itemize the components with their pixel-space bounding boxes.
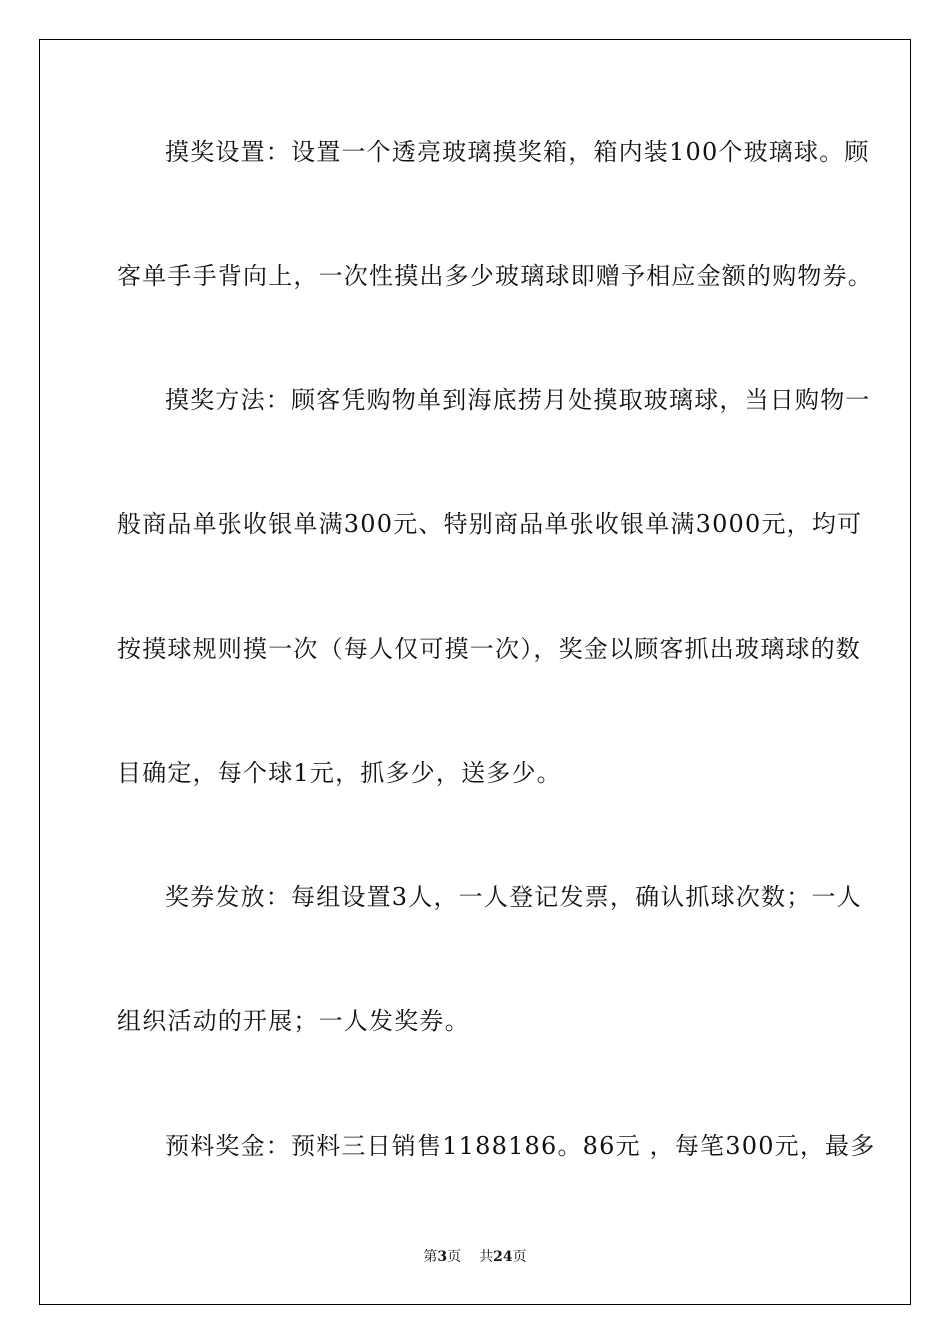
paragraph-line: 般商品单张收银单满300元、特别商品单张收银单满3000元，均可 (117, 510, 863, 538)
total-prefix: 共 (479, 1249, 494, 1265)
paragraph-line: 目确定，每个球1元，抓多少，送多少。 (117, 759, 562, 787)
page-footer (0, 1246, 950, 1266)
paragraph-line: 组织活动的开展；一人发奖券。 (117, 1007, 470, 1035)
paragraph-line: 预料奖金：预料三日销售1188186。86元 ，每笔300元，最多 (165, 1132, 876, 1160)
page-suffix: 页 (447, 1249, 462, 1265)
paragraph-line: 摸奖设置：设置一个透亮玻璃摸奖箱，箱内装100个玻璃球。顾 (165, 138, 870, 166)
paragraph-line: 摸奖方法：顾客凭购物单到海底捞月处摸取玻璃球，当日购物一 (165, 386, 871, 414)
page-number: 3 (437, 1249, 448, 1265)
page-prefix: 第 (423, 1249, 438, 1265)
total-pages: 24 (493, 1249, 513, 1265)
paragraph-line: 奖券发放：每组设置3人，一人登记发票，确认抓球次数；一人 (165, 883, 862, 911)
page-border (39, 39, 911, 1305)
paragraph-line: 客单手手背向上，一次性摸出多少玻璃球即赠予相应金额的购物券。 (117, 262, 873, 290)
paragraph-line: 按摸球规则摸一次（每人仅可摸一次），奖金以顾客抓出玻璃球的数 (117, 635, 861, 663)
total-suffix: 页 (512, 1249, 527, 1265)
